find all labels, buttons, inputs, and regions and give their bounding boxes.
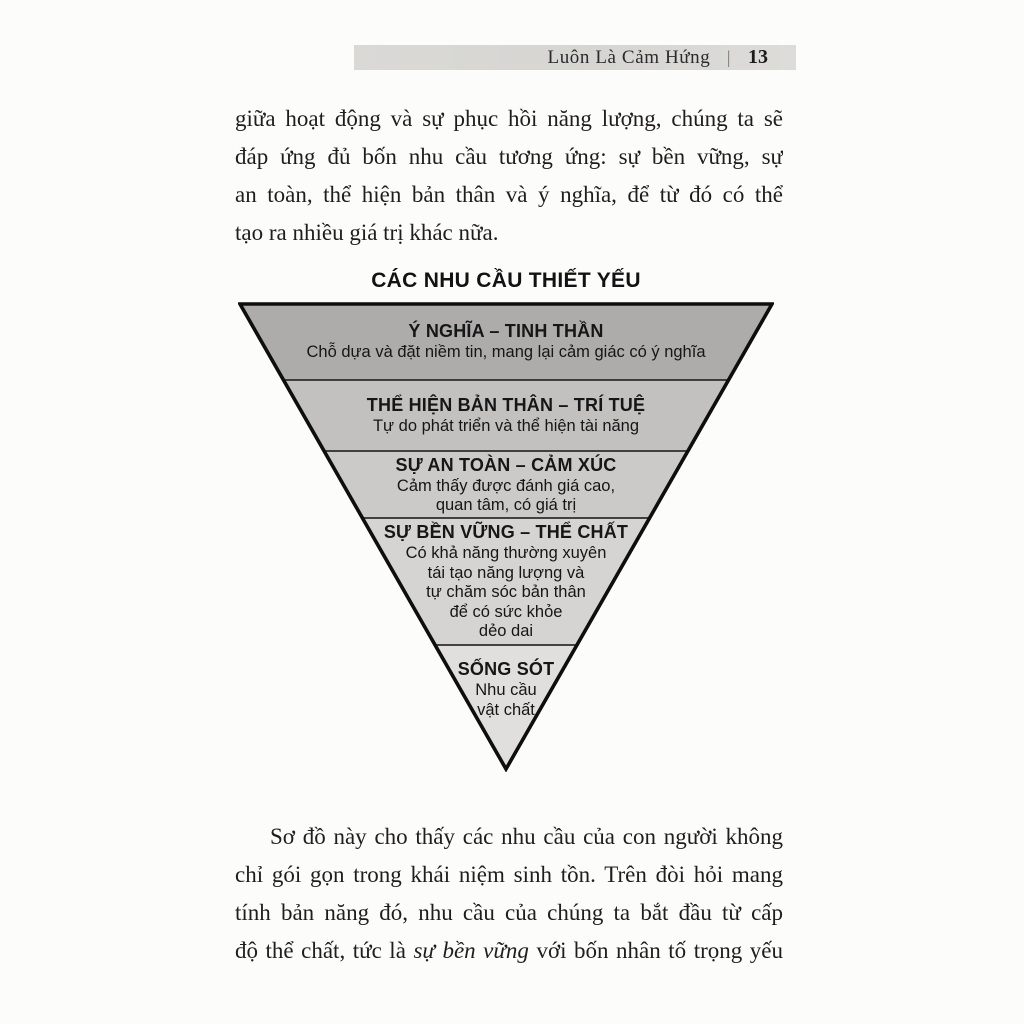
level-desc-line: dẻo dai	[478, 622, 534, 641]
page-number: 13	[748, 46, 768, 68]
text-line: tính bản năng đó, nhu cầu của chúng ta bắt đầu từ cấp	[235, 900, 783, 925]
text-line	[235, 932, 783, 970]
pyramid-level-self-expression	[238, 380, 774, 451]
level-desc-line: Có khả năng thường xuyên	[405, 544, 607, 563]
text-line: giữa hoạt động và sự phục hồi năng lượng, chúng ta sẽ	[235, 106, 783, 131]
text-segment: với bốn nhân tố trọng yếu	[528, 938, 783, 963]
level-desc-line: quan tâm, có giá trị	[435, 496, 577, 514]
pyramid-level-safety	[238, 451, 774, 518]
level-desc-line: tự chăm sóc bản thân	[426, 583, 586, 602]
text-segment: độ thể chất, tức là	[235, 938, 414, 963]
header-separator: |	[727, 47, 731, 67]
diagram-title: CÁC NHU CẦU THIẾT YẾU	[371, 269, 641, 292]
text-line: chỉ gói gọn trong khái niệm sinh tồn. Trên đòi hỏi mang	[235, 862, 783, 887]
level-title: Ý NGHĨA – TINH THẦN	[408, 320, 604, 341]
text-line: Sơ đồ này cho thấy các nhu cầu của con người không	[270, 824, 783, 849]
level-desc-line: Nhu cầu	[475, 681, 537, 699]
level-desc-line: vật chất	[477, 700, 535, 719]
level-desc-line: Tự do phát triển và thể hiện tài năng	[372, 417, 640, 436]
text-line: tạo ra nhiều giá trị khác nữa.	[235, 220, 499, 245]
level-desc-line: Cảm thấy được đánh giá cao,	[396, 476, 616, 495]
paragraph-bottom	[235, 818, 783, 970]
level-desc-line: tái tạo năng lượng và	[427, 563, 585, 582]
pyramid-level-meaning	[238, 302, 774, 380]
page-header-band	[354, 45, 796, 70]
level-title: SỰ AN TOÀN – CẢM XÚC	[395, 454, 617, 475]
paragraph-top	[235, 100, 783, 252]
text-line: an toàn, thể hiện bản thân và ý nghĩa, để từ đó có thể	[235, 182, 783, 207]
level-desc-line: Chỗ dựa và đặt niềm tin, mang lại cảm giác có ý nghĩa	[306, 342, 706, 361]
text-line: đáp ứng đủ bốn nhu cầu tương ứng: sự bền vững, sự	[235, 144, 783, 169]
running-head-title: Luôn Là Cảm Hứng	[547, 46, 711, 68]
level-title: SỰ BỀN VỮNG – THỂ CHẤT	[383, 522, 629, 543]
text-segment-italic: sự bền vững	[413, 938, 529, 963]
level-title: SỐNG SÓT	[457, 659, 555, 679]
level-title: THỂ HIỆN BẢN THÂN – TRÍ TUỆ	[366, 395, 646, 416]
level-desc-line: để có sức khỏe	[449, 602, 563, 621]
pyramid-level-survival	[238, 645, 774, 755]
pyramid-level-sustainability	[238, 518, 774, 645]
needs-pyramid-diagram	[238, 302, 774, 772]
